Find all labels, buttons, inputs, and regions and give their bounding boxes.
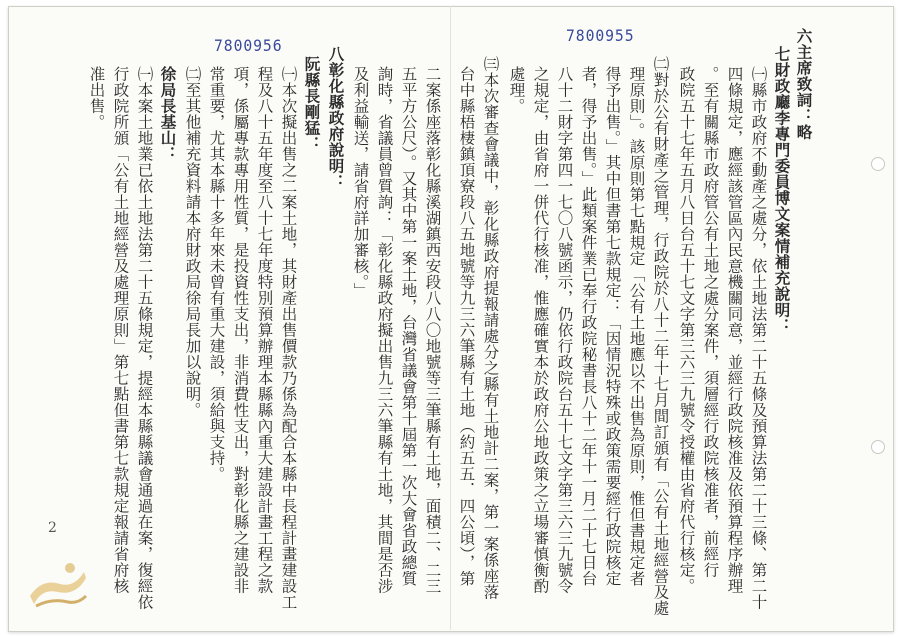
- binder-hole-top: [871, 157, 885, 171]
- column-c23: 程及八十五年度至八十七年度特別預算辦理本縣縣內重大建設計畫工程之款: [255, 66, 274, 594]
- column-c26: ㈡至其他補充資料請本府財政局徐局長加以說明。: [183, 66, 202, 418]
- column-c15: 台中縣梧棲鎮頂寮段八五地號等九三六筆縣有土地（約五五．四公頃），第: [457, 66, 476, 587]
- page-number: 2: [48, 520, 57, 536]
- column-c9: 得予出售。」其中但書第七款規定：「因情況特殊或政策需要經行政院核定: [603, 66, 622, 587]
- column-c14: ㈢本次審查會議中，彰化縣政府提報請處分之縣有土地計二案，第一案係座落: [481, 56, 500, 600]
- column-c29: 行政院所頒「公有土地經營及處理原則」第七點但書第七款規定報請省府核: [111, 66, 130, 594]
- archive-watermark-logo: [22, 548, 92, 618]
- column-c7: ㈡對於公有財產之管理，行政院於八十二年十七月間訂頒有「公有土地經營及處: [651, 56, 670, 616]
- column-c3: ㈠縣市政府不動產之處分，依土地法第二十五條及預算法第二十三條、第二十: [749, 66, 768, 610]
- column-c4: 四條規定，應經該管區內民意機關同意，並經行政院核准及依預算程序辦理: [725, 66, 744, 594]
- column-c24: 項，係屬專款專用性質，是投資性支出，非消費性支出，對彰化縣之建設非: [231, 66, 250, 594]
- column-c5: 。至有關縣市政府管公有土地之處分案件，須層經行政院核准者，前經行: [701, 66, 720, 578]
- column-c20: 八彰化縣政府說明：: [326, 46, 346, 190]
- column-c22: ㈠本次擬出售之二案土地，其財產出售價款乃係為配合本縣中長程計畫建設工: [279, 66, 298, 610]
- column-c27: 徐局長基山：: [158, 66, 178, 162]
- column-c19: 及利益輸送，請省府詳加審核。」: [351, 66, 370, 299]
- column-c6: 政院五十七年五月八日台五十七文字第三六三九號令授權由省府代行核定。: [677, 66, 696, 594]
- column-c8: 理原則」。該原則第七點規定「公有土地應以不出售為原則，惟但書規定者: [627, 66, 646, 587]
- column-c25: 常重要，尤其本縣十多年來未曾有重大建設，須給與支持。: [207, 66, 226, 482]
- column-c11: 八十二財字第四一七〇八號函示，仍依行政院台五十七文字第三六三九號令: [555, 66, 574, 594]
- center-fold: [450, 6, 451, 630]
- column-c10: 者，得予出售。」此類案件業已奉行政院秘書長八十二年十一月二十七日台: [579, 66, 598, 587]
- column-c21: 阮縣長剛猛：: [302, 56, 322, 152]
- column-c28: ㈠本案土地業已依土地法第二十五條規定，提經本縣縣議會通過在案，復經依: [135, 66, 154, 610]
- column-c12: 之規定，由省府一併代行核准，惟應確實本於政府公地政策之立場審慎衡酌: [531, 66, 550, 594]
- column-c18: 詢時，省議員曾質詢：「彰化縣政府擬出售九三六筆縣有土地，其間是否涉: [375, 66, 394, 594]
- binder-hole-bottom: [871, 440, 885, 454]
- stamp-number-right: 7800955: [566, 26, 635, 45]
- column-c13: 處理。: [507, 66, 526, 114]
- column-c2: 七財政廳李專門委員博文案情補充說明：: [772, 46, 792, 334]
- stamp-number-left: 7800956: [214, 36, 283, 55]
- column-c1: 六主席致詞：略: [794, 28, 814, 140]
- column-c17: 五平方公尺）。又其中第一案土地，台灣省議會第十屆第一次大會省政總質: [399, 66, 418, 587]
- column-c30: 准出售。: [87, 66, 106, 130]
- column-c16: 二案係座落彰化縣溪湖鎮西安段八八〇地號等三筆縣有土地，面積二、二三: [423, 66, 442, 594]
